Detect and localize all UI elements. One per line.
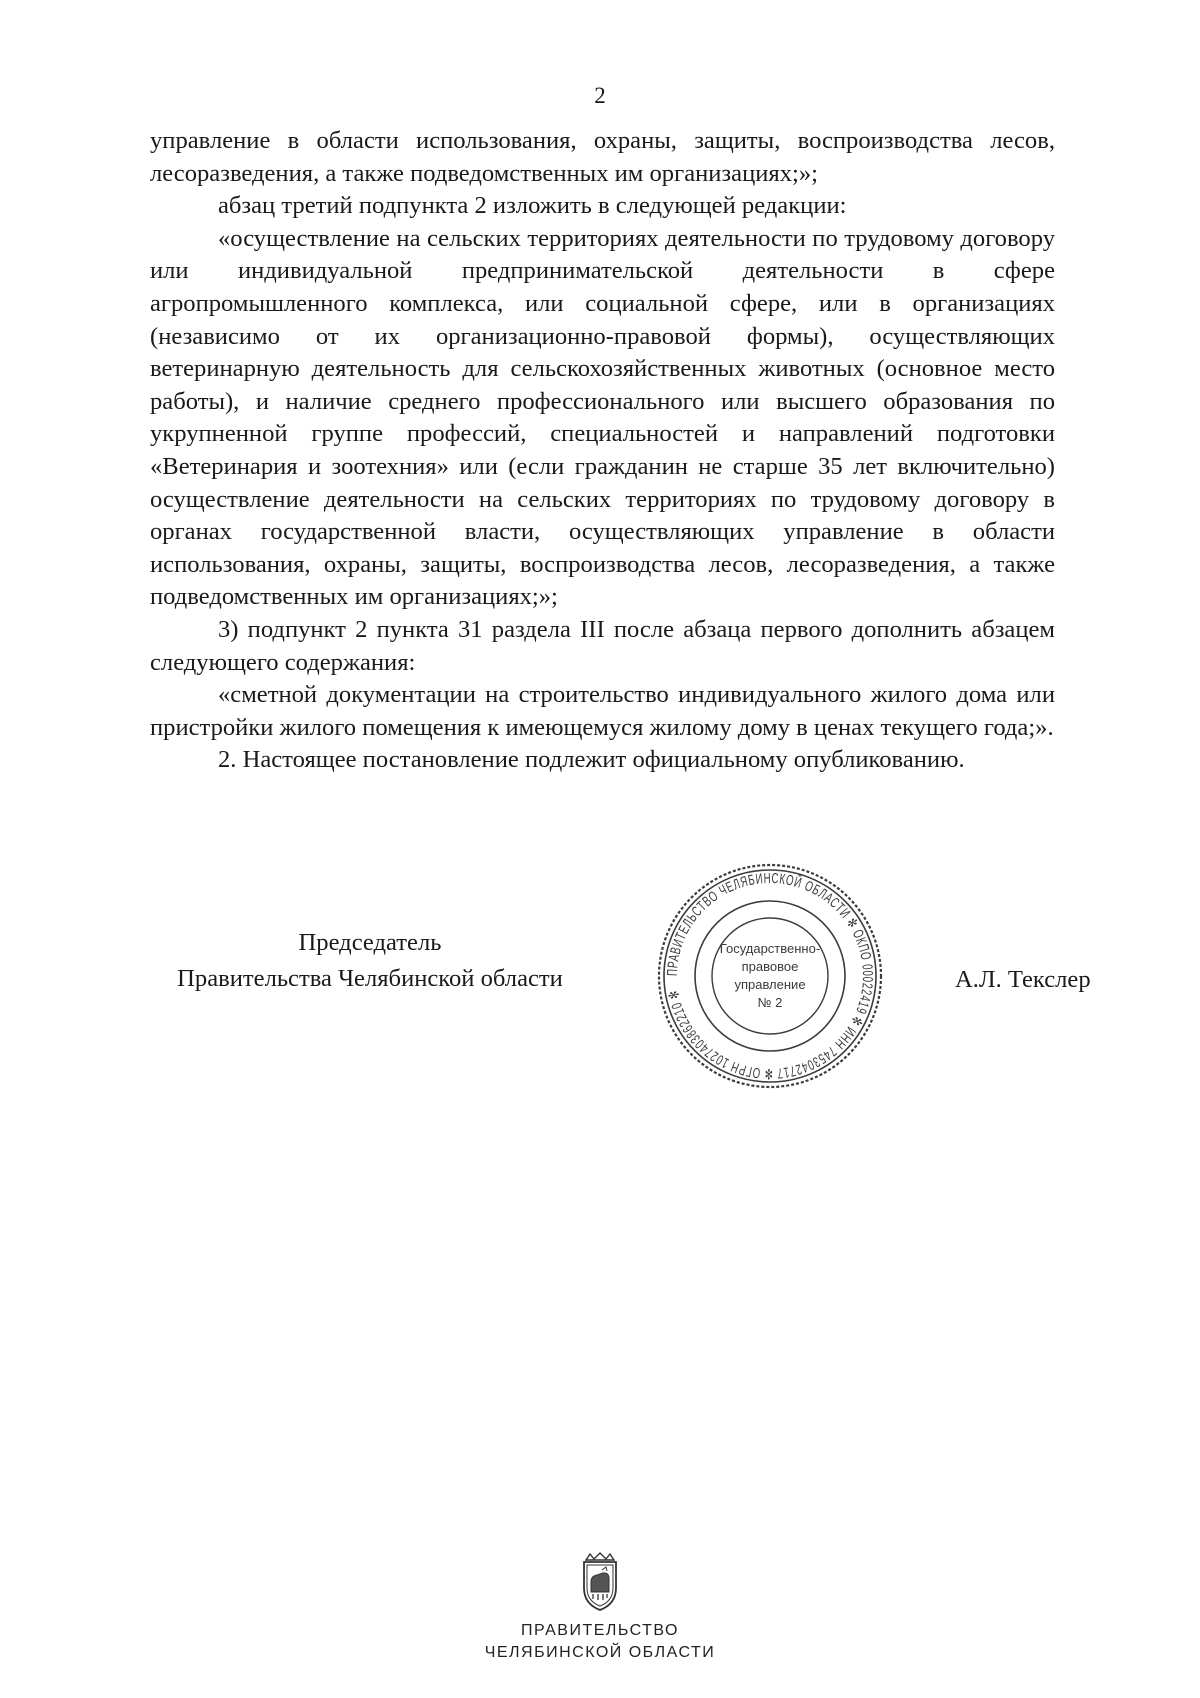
- signatory-title-line: Председатель: [298, 929, 442, 956]
- page-number: 2: [594, 83, 606, 108]
- signatory-title-line: Правительства Челябинской области: [177, 965, 563, 992]
- footer-line: ЧЕЛЯБИНСКОЙ ОБЛАСТИ: [484, 1644, 716, 1661]
- stamp-center-line: № 2: [757, 995, 783, 1010]
- coat-of-arms-icon: [576, 1552, 624, 1612]
- document-body: [150, 125, 1055, 777]
- paragraph: «осуществление на сельских территориях деятельности по трудовому договору или индивидуальной предпринимательской деятельности в сфере агропромышленного комплекса, или социальной сфере, или в организациях (независимо от их организационно-правовой формы), осуществляющих ветеринарную деятельность для сельскохозяйственных животных (основное место работы), и наличие среднего профессионального или высшего образования по укрупненной группе профессий, специальностей и направлений подготовки «Ветеринария и зоотехния» или (если гражданин не старше 35 лет включительно) осуществление деятельности на сельских территориях по трудовому договору в органах государственной власти, осуществляющих управление в области использования, охраны, защиты, воспроизводства лесов, лесоразведения, а также подведомственных им организациях;»;: [150, 224, 1055, 611]
- paragraph: управление в области использования, охраны, защиты, воспроизводства лесов, лесоразведения, а также подведомственных им организациях;»;: [150, 127, 1055, 187]
- stamp-center-line: управление: [734, 977, 806, 992]
- stamp-center-line: правовое: [741, 959, 799, 974]
- official-stamp: [655, 861, 885, 1091]
- signatory-name: А.Л. Текслер: [955, 966, 1091, 993]
- document-footer: [0, 1552, 1200, 1664]
- footer-line: ПРАВИТЕЛЬСТВО: [521, 1622, 679, 1639]
- stamp-center: [655, 861, 885, 1091]
- paragraph: абзац третий подпункта 2 изложить в следующей редакции:: [218, 192, 847, 220]
- paragraph: 2. Настоящее постановление подлежит официальному опубликованию.: [218, 746, 965, 774]
- paragraph: 3) подпункт 2 пункта 31 раздела III после абзаца первого дополнить абзацем следующего содержания:: [150, 615, 1055, 676]
- signatory-title: [120, 925, 620, 997]
- stamp-center-line: Государственно-: [719, 941, 821, 956]
- stamp-ring-text: ПРАВИТЕЛЬСТВО ЧЕЛЯБИНСКОЙ ОБЛАСТИ ✻ ОКПО 00022419 ✻ ИНН 7453042717 ✻ ОГРН 1027403862210 ✻: [664, 870, 876, 1082]
- paragraph: «сметной документации на строительство индивидуального жилого дома или пристройки жилого помещения к имеющемуся жилому дому в ценах текущего года;».: [150, 681, 1055, 741]
